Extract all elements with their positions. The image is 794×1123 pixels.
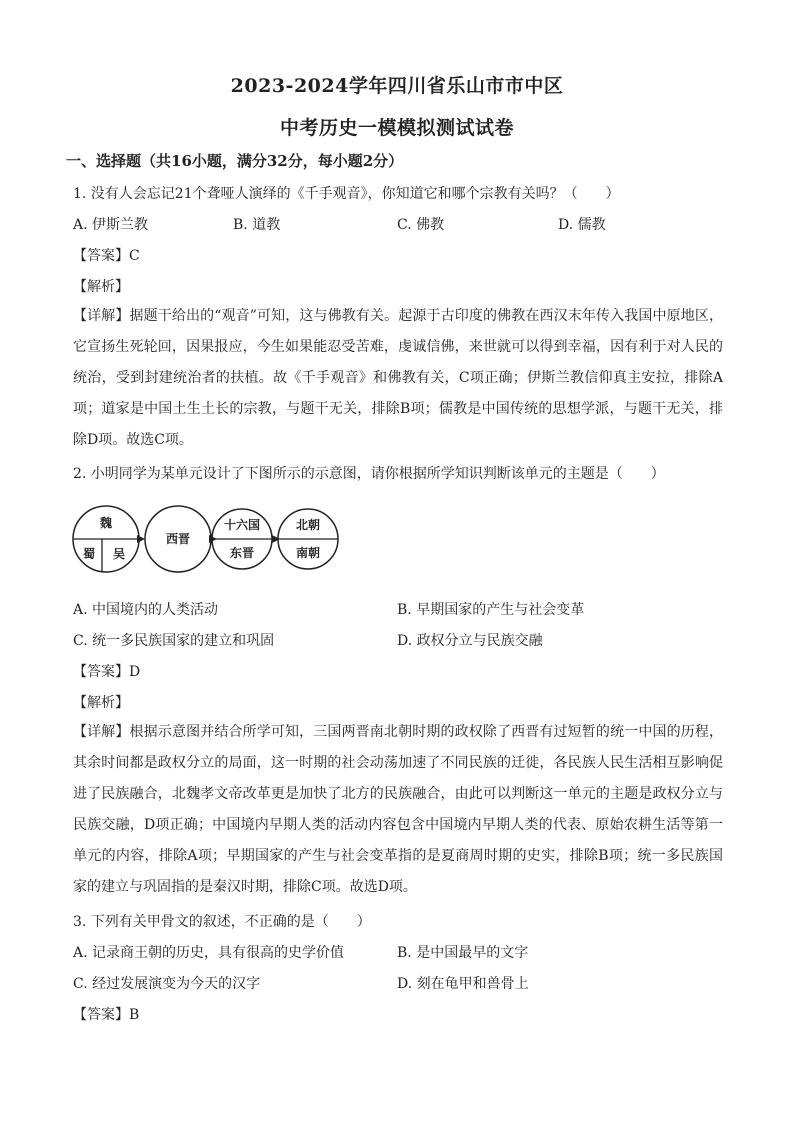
question-2-option-c: C. 统一多民族国家的建立和巩固 <box>73 633 275 649</box>
question-1-detail: 【详解】据题干给出的“观音”可知，这与佛教有关。起源于古印度的佛教在西汉末年传入我国中原地区，它宣扬生死轮回，因果报应，今生如果能忍受苦难，虔诚信佛，来世就可以得到幸福，因有利于对人民的统治，受到封建统治者的扶植。故《千手观音》和佛教有关，C项正确；伊斯兰教信仰真主安拉，排除A项；道家是中国土生土长的宗教，与题干无关，排除B项；儒教是中国传统的思想学派，与题干无关，排除D项。故选C项。 <box>73 308 723 448</box>
diagram-label-xijin: 西晋 <box>165 532 191 546</box>
question-2-detail: 【详解】根据示意图并结合所学可知，三国两晋南北朝时期的政权除了西晋有过短暂的统一中国的历程，其余时间都是政权分立的局面，这一时期的社会动荡加速了不同民族的迁徙，各民族人民生活相互影响促进了民族融合，北魏孝文帝改革更是加快了北方的民族融合，由此可以判断这一单元的主题是政权分立与民族交融，D项正确；中国境内早期人类的活动内容包含中国境内早期人类的代表、原始农耕生活等第一单元的内容，排除A项；早期国家的产生与社会变革指的是夏商周时期的史实，排除B项；统一多民族国家的建立与巩固指的是秦汉时期，排除C项。故选D项。 <box>73 724 723 895</box>
diagram-label-dongjin: 东晋 <box>229 546 255 560</box>
question-2-stem: 2. 小明同学为某单元设计了下图所示的示意图，请你根据所学知识判断该单元的主题是（ ） <box>73 466 665 482</box>
question-1-stem: 1. 没有人会忘记21个聋哑人演绎的《千手观音》，你知道它和哪个宗教有关吗？（ ） <box>73 186 620 202</box>
diagram-label-shu: 蜀 <box>82 547 96 561</box>
dynasty-flow-diagram <box>72 497 352 585</box>
diagram-label-sixteen-kingdoms: 十六国 <box>223 518 261 532</box>
document-subtitle: 中考历史一模模拟测试试卷 <box>279 117 514 139</box>
question-2-answer: 【答案】D <box>73 664 141 680</box>
diagram-arrow-1 <box>137 535 145 543</box>
question-3-option-c: C. 经过发展演变为今天的汉字 <box>73 976 261 992</box>
document-title: 2023-2024学年四川省乐山市市中区 <box>230 75 564 97</box>
question-1-answer: 【答案】C <box>73 248 140 264</box>
diagram-label-wei: 魏 <box>99 516 113 530</box>
question-3-answer: 【答案】B <box>73 1007 140 1023</box>
diagram-label-beichao: 北朝 <box>295 518 321 532</box>
diagram-label-wu: 吴 <box>112 547 126 561</box>
question-1-option-a: A. 伊斯兰教 <box>73 217 149 233</box>
question-1-option-b: B. 道教 <box>233 217 281 233</box>
question-3-option-d: D. 刻在龟甲和兽骨上 <box>397 976 529 992</box>
question-3-stem: 3. 下列有关甲骨文的叙述，不正确的是（ ） <box>73 914 371 930</box>
question-3-option-b: B. 是中国最早的文字 <box>397 945 529 961</box>
diagram-label-nanchao: 南朝 <box>295 546 321 560</box>
question-1-option-d: D. 儒教 <box>558 217 606 233</box>
question-1-analysis-label: 【解析】 <box>73 279 129 295</box>
question-1-option-c: C. 佛教 <box>397 217 445 233</box>
section-heading: 一、选择题（共16小题，满分32分，每小题2分） <box>66 152 404 170</box>
question-2-option-d: D. 政权分立与民族交融 <box>397 633 543 649</box>
question-2-analysis-label: 【解析】 <box>73 695 129 711</box>
question-3-option-a: A. 记录商王朝的历史，具有很高的史学价值 <box>73 945 345 961</box>
question-2-option-b: B. 早期国家的产生与社会变革 <box>397 602 585 618</box>
question-2-option-a: A. 中国境内的人类活动 <box>73 602 219 618</box>
